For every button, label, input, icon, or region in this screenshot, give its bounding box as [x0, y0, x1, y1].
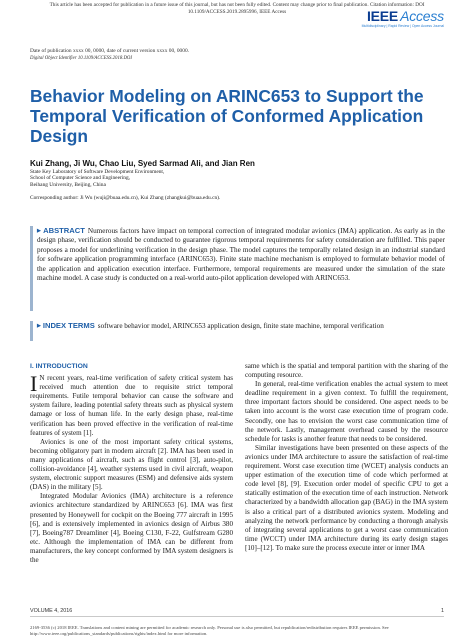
copyright-line: http://www.ieee.org/publications_standards/publications/rights/index.html for more information.	[30, 630, 208, 636]
copyright-notice	[30, 625, 450, 636]
paragraph: Integrated Modular Avionics (IMA) architecture is a reference avionics architecture standardized by ARINC653 [6]. IMA was first presented by Honeywell for cockpit on the Boeing 777 aircraft in 1995 [6], and is extensively implemented in avionics design of Airbus 380 [7], Boeing787 Dreamliner [4], Boeing C130, F-22, Gulfstream G280 etc. Although the implementation of IMA can be different from manufacturers, the key concept conformed by IMA system designers is the	[30, 492, 233, 564]
logo-ieee-text: IEEE	[366, 8, 399, 24]
copyright-line: 2169-3536 (c) 2018 IEEE. Translations and content mining are permitted for academic research only. Personal use is also permitted, but republication/redistribution requires IEEE permission. See	[30, 625, 389, 630]
notice-line-2: 10.1109/ACCESS.2019.2895996, IEEE Access	[187, 8, 287, 15]
ieee-access-logo	[362, 9, 444, 28]
index-terms	[37, 321, 445, 331]
doi-line: Digital Object Identifier 10.1109/ACCESS.2018.DOI	[30, 56, 132, 61]
paragraph: Similar investigations have been presented on these aspects of the avionics under IMA architecture to assure the satisfaction of real-time requirement. Worst case execution time (WCET) analysis conducts an upper estimation of the execution time of code which performed at code level [8], [9]. Execution order model of specific CPU to get a statically estimation of the execution time of each instruction. Network characterized by a bandwidth allocation gap (BAG) in the IMA system is also a critical part of a distributed avionics system. Modeling and analyzing the network performance by conducting a thorough analysis of integrating several applications to get a worst case communication time (WCCT) under IMA architecture during its early design stages [10]–[12]. To make sure the process execute inter or inner IMA	[245, 443, 448, 552]
corresponding-author: Corresponding author: Ji Wu (wuji@buaa.edu.cn), Kui Zhang (zhangkui@buaa.edu.cn).	[30, 195, 221, 201]
index-terms-label: INDEX TERMS	[42, 321, 95, 330]
section-heading: I. INTRODUCTION	[30, 363, 88, 370]
logo-access-text: Access	[400, 8, 444, 24]
affiliation-line: Beihang University, Beijing, China	[30, 181, 106, 188]
footer-divider	[30, 616, 444, 617]
paragraph-text: N recent years, real-time verification of safety critical system has received much attention due to requisite strict temporal requirements. Futile temporal behavior can cause the software and system failure, leading potential safety threats such as physical system damage or loss of human life. In the early design phase, real-time verification has been proved effective in the verification of real-time features of system [1].	[30, 374, 233, 437]
abstract-side-rule	[30, 226, 33, 311]
affiliation-line: State Key Laboratory of Software Development Environment,	[30, 169, 165, 175]
affiliation-line: School of Computer Science and Engineering,	[30, 175, 131, 182]
index-terms-text: software behavior model, ARINC653 application design, finite state machine, temporal verification	[97, 322, 384, 330]
triangle-marker-icon: ▶	[37, 228, 42, 234]
affiliation	[30, 169, 164, 188]
notice-line-1: This article has been accepted for publication in a future issue of this journal, but has not been fully edited. Content may change prior to final publication. Citation information: DOI	[49, 2, 425, 8]
author-list: Kui Zhang, Ji Wu, Chao Liu, Syed Sarmad Ali, and Jian Ren	[30, 159, 255, 168]
abstract	[37, 226, 445, 283]
volume-label: VOLUME 4, 2016	[30, 608, 73, 614]
paragraph: Avionics is one of the most important safety critical systems, becoming obligatory part in modern aircraft [2]. IMA has been used in many applications of aircraft, such as flight control [3], auto-pilot, collision-avoidance [4], weather systems used in civil aircraft, weapon system, electronic support measures (ESM) and defensive aids system (DAS) in the military [5].	[30, 437, 233, 492]
abstract-label: ABSTRACT	[43, 226, 85, 235]
abstract-text: Numerous factors have impact on temporal correction of integrated modular avionics (IMA) application. As early as in the design phase, verification should be conducted to guarantee rigorous temporal requirements for safety consideration are fulfilled. This paper proposes a model for underlining verification in the design phase. The model captures the temporally related design in an industrial standard for software application programming interface (ARINC653). Finite state machine mechanism is employed to formulate behavior model of the application and application execution interface. Furthermore, temporal requirements are measured under the simulation of the state machine model. A case study is conducted on a real-world auto-pilot application developed with ARINC653.	[37, 227, 445, 283]
triangle-marker-icon: ▶	[37, 323, 41, 329]
paragraph: same which is the spatial and temporal partition with the sharing of the computing resource.	[245, 362, 448, 380]
publication-dates: Date of publication xxxx 00, 0000, date of current version xxxx 00, 0000.	[30, 48, 189, 54]
left-column	[30, 362, 233, 565]
paragraph	[30, 371, 233, 438]
drop-cap: I	[30, 371, 38, 397]
page-number: 1	[441, 608, 444, 614]
logo-tagline: Multidisciplinary | Rapid Review | Open Access Journal	[361, 24, 444, 28]
paragraph: In general, real-time verification enables the actual system to meet deadline requirement in a given context. To fulfill the requirement, three important factors should be considered. One aspect needs to be taken into account is the worst case execution time of program code. Secondly, one has to envision the worst case communication time of the network. Lastly, management overhead caused by the resource schedule for tasks is another feature that needs to be considered.	[245, 380, 448, 443]
paper-title: Behavior Modeling on ARINC653 to Support the Temporal Verification of Conformed Application Design	[30, 86, 424, 147]
index-terms-side-rule	[30, 321, 33, 341]
right-column	[245, 362, 448, 553]
